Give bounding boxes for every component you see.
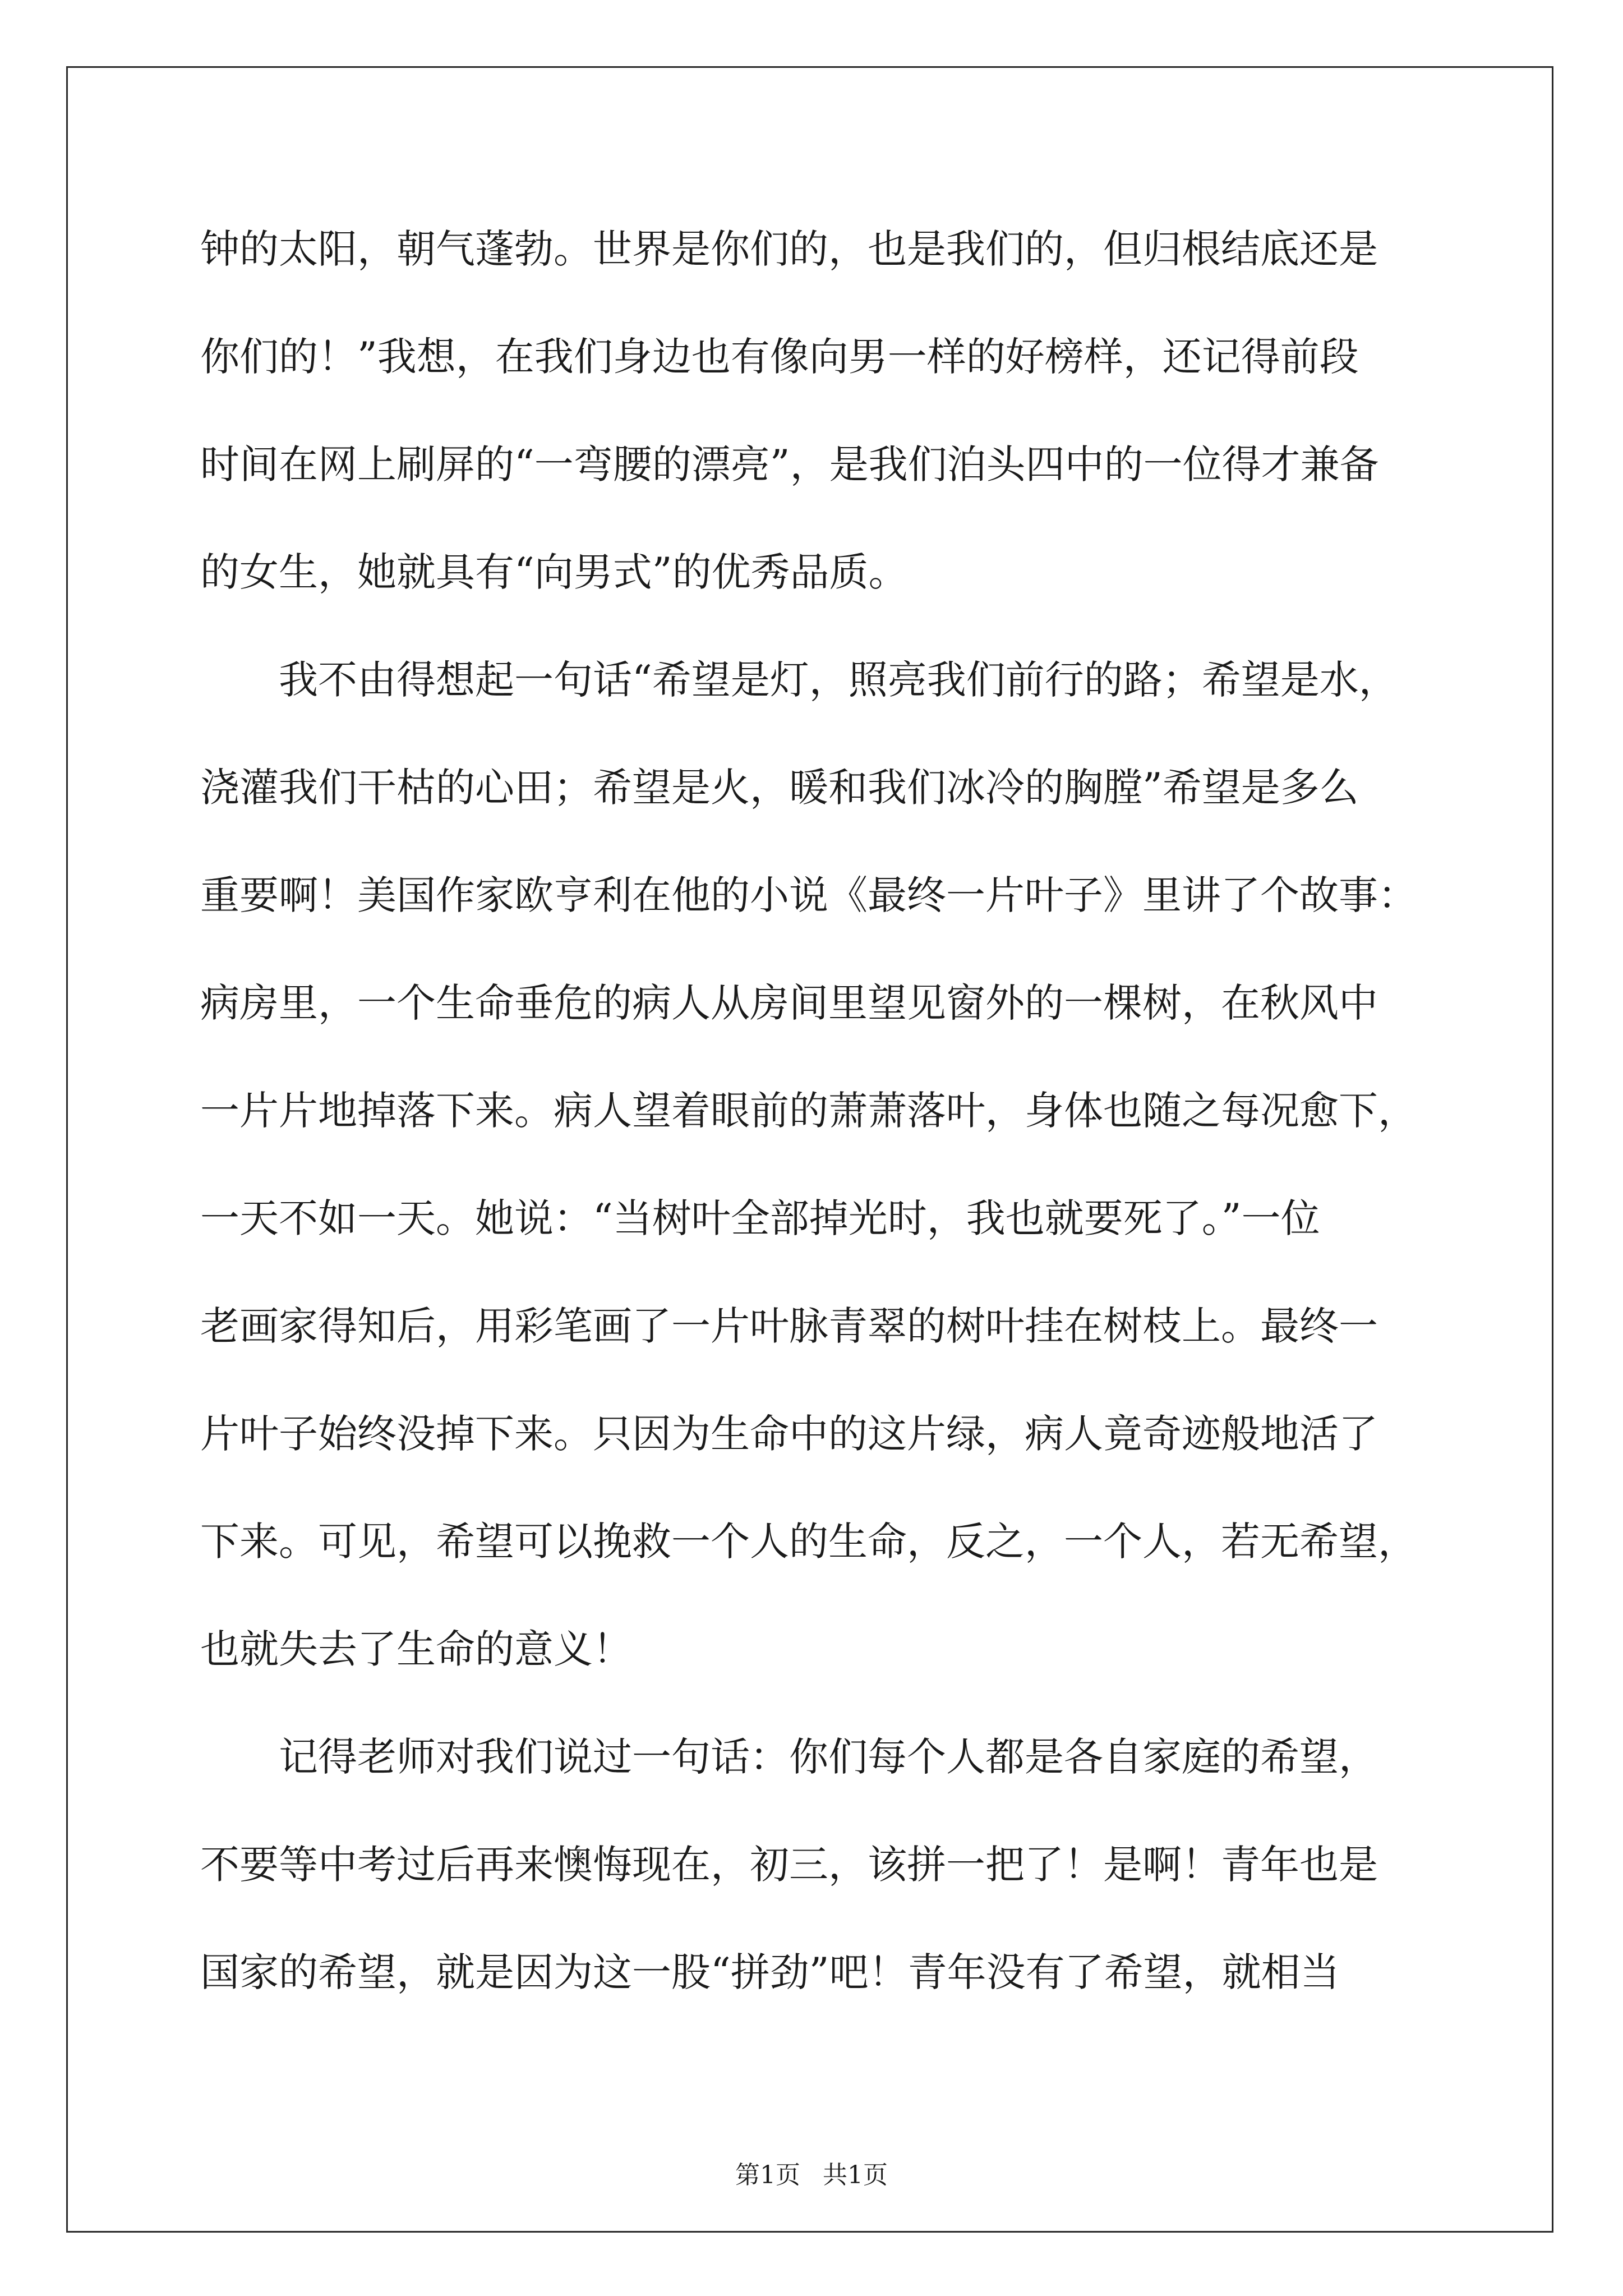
text-line: 时间在网上刷屏的“一弯腰的漂亮”，是我们泊头四中的一位得才兼备 [200,441,1379,487]
text-line: 老画家得知后，用彩笔画了一片叶脉青翠的树叶挂在树枝上。最终一 [200,1303,1378,1349]
page-border [66,66,1553,2233]
text-line: 浇灌我们干枯的心田；希望是火，暖和我们冰冷的胸膛”希望是多么 [200,765,1359,811]
text-line: 一天不如一天。她说：“当树叶全部掉光时，我也就要死了。”一位 [200,1195,1320,1241]
text-line: 病房里，一个生命垂危的病人从房间里望见窗外的一棵树，在秋风中 [200,980,1378,1026]
text-line: 钟的太阳，朝气蓬勃。世界是你们的，也是我们的，但归根结底还是 [200,226,1378,272]
text-line: 我不由得想起一句话“希望是灯，照亮我们前行的路；希望是水， [200,657,1398,703]
text-line: 下来。可见，希望可以挽救一个人的生命，反之，一个人，若无希望， [200,1519,1417,1565]
page-number-total: 共1页 [823,2161,888,2189]
text-line: 你们的！”我想，在我们身边也有像向男一样的好榜样，还记得前段 [200,334,1359,380]
text-line: 不要等中考过后再来懊悔现在，初三，该拼一把了！是啊！青年也是 [200,1842,1378,1888]
text-line: 片叶子始终没掉下来。只因为生命中的这片绿，病人竟奇迹般地活了 [200,1411,1378,1457]
text-line: 也就失去了生命的意义！ [200,1626,632,1672]
page-footer [0,2159,1623,2192]
text-line: 的女生，她就具有“向男式”的优秀品质。 [200,549,908,595]
text-line: 重要啊！美国作家欧亨利在他的小说《最终一片叶子》里讲了个故事： [200,872,1417,918]
text-line: 一片片地掉落下来。病人望着眼前的萧萧落叶，身体也随之每况愈下， [200,1088,1417,1134]
page-number-current: 第1页 [735,2161,800,2189]
text-line: 记得老师对我们说过一句话：你们每个人都是各自家庭的希望， [200,1734,1378,1780]
text-line: 国家的希望，就是因为这一股“拼劲”吧！青年没有了希望，就相当 [200,1949,1340,1995]
